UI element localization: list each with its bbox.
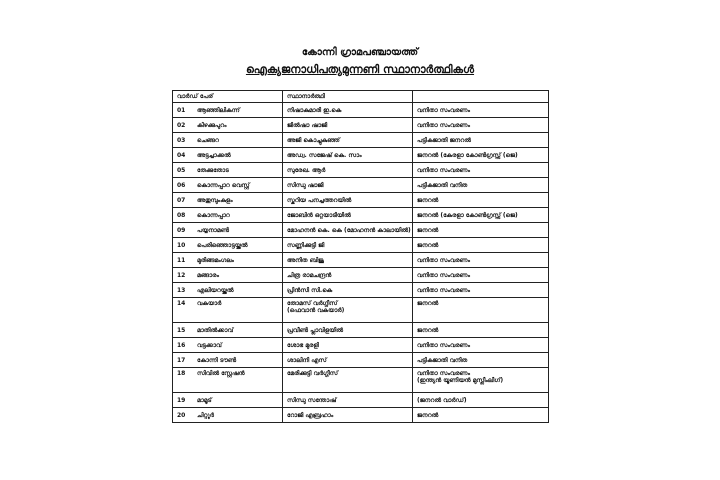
ward-number: 06 (177, 181, 186, 189)
ward-number: 12 (177, 271, 186, 279)
table-row (173, 283, 549, 298)
category-text: വനിതാ സംവരണം (417, 121, 470, 129)
ward-cell (173, 283, 283, 298)
table-header-row (173, 91, 549, 103)
ward-number: 15 (177, 326, 186, 334)
candidate-cell (283, 103, 413, 118)
table-row (173, 223, 549, 238)
candidate-name: സുരേഖ. ആർ (287, 166, 326, 174)
ward-cell (173, 268, 283, 283)
table-row (173, 393, 549, 408)
category-cell (413, 323, 549, 338)
ward-name: മാമൂട് (197, 396, 212, 404)
candidates-table (172, 90, 549, 423)
ward-number: 04 (177, 151, 186, 159)
ward-number: 08 (177, 211, 186, 219)
ward-name: തേക്കുതോട (197, 166, 229, 174)
candidate-name: സ്കറിയ പനച്ചത്തറയിൽ (287, 196, 352, 204)
ward-number: 09 (177, 226, 186, 234)
candidate-name: മോഹനൻ കെ. കെ (മോഹനൻ കാലായിൽ) (287, 226, 411, 234)
ward-name: മാതിൽക്കാവ് (197, 326, 234, 334)
ward-number: 10 (177, 241, 186, 249)
ward-cell (173, 148, 283, 163)
category-cell (413, 208, 549, 223)
candidate-cell (283, 368, 413, 393)
category-cell (413, 163, 549, 178)
candidate-name: തോമസ് വർഗ്ഗീസ് (287, 300, 338, 307)
category-text: വനിതാ സംവരണം (417, 370, 470, 377)
candidate-name: പ്രവീൺ പ്ലാവിളയിൽ (287, 326, 344, 334)
ward-name: പെരിഞ്ഞൊട്ടയ്ക്കൽ (197, 241, 248, 249)
candidate-cell (283, 353, 413, 368)
candidate-name: അഡ്വ. സജേഷ് കെ. സാം (287, 151, 362, 159)
category-text: ജനറൽ (കേരളാ കോൺഗ്രസ്സ് (ജെ) (417, 211, 518, 219)
ward-number: 11 (177, 256, 186, 264)
ward-name: ചെങ്ങറ (197, 136, 219, 144)
ward-cell (173, 193, 283, 208)
ward-number: 18 (177, 370, 186, 377)
candidate-cell (283, 408, 413, 423)
category-cell (413, 118, 549, 133)
table-row (173, 338, 549, 353)
document-subtitle: ഐക്യജനാധിപത്യമുന്നണി സ്ഥാനാർത്ഥികൾ (245, 63, 475, 76)
table-row (173, 118, 549, 133)
category-note: (ഇന്ത്യൻ യൂണിയൻ മുസ്ലീംലീഗ്) (417, 377, 504, 384)
ward-number: 19 (177, 396, 186, 404)
candidate-cell (283, 178, 413, 193)
category-text: പട്ടികജാതി ജനറൽ (417, 136, 471, 144)
ward-name: മുരിങ്ങമംഗലം (197, 256, 234, 264)
category-text: വനിതാ സംവരണം (417, 271, 470, 279)
candidate-name: നിഷാകുമാരി ഇ.കെ (287, 106, 342, 114)
candidate-name: സിന്ധു സന്തോഷ് (287, 396, 337, 404)
table-body (173, 103, 549, 423)
document-title: കോന്നി ഗ്രാമപഞ്ചായത്ത് (301, 47, 419, 58)
ward-name: സിവിൽ സ്റ്റേഷൻ (197, 370, 245, 377)
ward-name: അട്ടച്ചാക്കൽ (197, 151, 231, 159)
category-cell (413, 193, 549, 208)
candidate-cell (283, 223, 413, 238)
ward-number: 03 (177, 136, 186, 144)
candidate-cell (283, 283, 413, 298)
ward-number: 16 (177, 341, 186, 349)
candidate-name: ജോബിൻ ഒറ്റയാടിയിൽ (287, 211, 351, 219)
table-row (173, 178, 549, 193)
candidate-cell (283, 118, 413, 133)
ward-cell (173, 238, 283, 253)
candidate-name: സണ്ണിക്കുട്ടി ജി (287, 241, 325, 249)
category-text: പട്ടികജാതി വനിത (417, 356, 468, 364)
candidate-name: ചിത്ര രാമചന്ദ്രൻ (287, 271, 332, 279)
ward-name: അതുമ്പുംകുളം (197, 196, 233, 204)
ward-cell (173, 208, 283, 223)
table-row (173, 298, 549, 323)
ward-number: 02 (177, 121, 186, 129)
candidate-name: അജി കൊച്ചുകുഞ്ഞ് (287, 136, 340, 144)
candidate-cell (283, 238, 413, 253)
candidate-name: സിന്ധു ഷാജി (287, 181, 324, 189)
table-row (173, 323, 549, 338)
ward-cell (173, 223, 283, 238)
ward-name: കോന്നി ടൗൺ (197, 356, 237, 364)
category-cell (413, 408, 549, 423)
category-cell (413, 103, 549, 118)
category-text: വനിതാ സംവരണം (417, 256, 470, 264)
ward-cell (173, 353, 283, 368)
table-row (173, 408, 549, 423)
ward-cell (173, 298, 283, 323)
ward-name: എലിയറയ്ക്കൽ (197, 286, 234, 294)
category-text: ജനറൽ (417, 196, 439, 204)
candidate-name: പ്രിൻസി സി.കെ (287, 286, 333, 294)
category-cell (413, 223, 549, 238)
ward-name: കൊന്നപ്പാറ വെസ്റ്റ് (197, 181, 250, 189)
category-cell (413, 178, 549, 193)
category-text: ജനറൽ (417, 326, 439, 334)
category-cell (413, 338, 549, 353)
candidate-cell (283, 193, 413, 208)
candidate-cell (283, 338, 413, 353)
ward-cell (173, 393, 283, 408)
ward-cell (173, 368, 283, 393)
candidate-cell (283, 253, 413, 268)
table-row (173, 353, 549, 368)
category-text: ജനറൽ (417, 300, 439, 307)
table-row (173, 268, 549, 283)
table-row (173, 148, 549, 163)
category-text: വനിതാ സംവരണം (417, 166, 470, 174)
candidate-name: മേരിക്കുട്ടി വർഗ്ഗീസ് (287, 370, 339, 377)
ward-cell (173, 253, 283, 268)
category-text: പട്ടികജാതി വനിത (417, 181, 468, 189)
category-text: ജനറൽ (417, 226, 439, 234)
category-cell (413, 253, 549, 268)
candidate-name: ശാലിനി എസ് (287, 356, 327, 364)
candidate-cell (283, 148, 413, 163)
ward-cell (173, 118, 283, 133)
table-row (173, 103, 549, 118)
category-cell (413, 298, 549, 323)
table-row (173, 238, 549, 253)
ward-number: 20 (177, 411, 186, 419)
ward-cell (173, 338, 283, 353)
table-row (173, 133, 549, 148)
category-text: വനിതാ സംവരണം (417, 286, 470, 294)
table-row (173, 208, 549, 223)
category-cell (413, 368, 549, 393)
category-cell (413, 148, 549, 163)
category-text: വനിതാ സംവരണം (417, 341, 470, 349)
candidate-name: ജിൽഷാ ഷാജി (287, 121, 328, 129)
ward-name: ചിറ്റൂർ (197, 411, 214, 419)
ward-cell (173, 178, 283, 193)
candidate-cell (283, 298, 413, 323)
category-cell (413, 133, 549, 148)
category-text: ജനറൽ (417, 411, 439, 419)
ward-name: മങ്ങാരം (197, 271, 219, 279)
category-cell (413, 353, 549, 368)
candidate-cell (283, 268, 413, 283)
category-text: വനിതാ സംവരണം (417, 106, 470, 114)
ward-cell (173, 408, 283, 423)
table-row (173, 163, 549, 178)
ward-name: ആഞ്ഞിലികുന്ന് (197, 106, 240, 114)
category-text: ജനറൽ (417, 241, 439, 249)
category-cell (413, 268, 549, 283)
ward-number: 14 (177, 300, 186, 307)
category-text: ജനറൽ (കേരളാ കോൺഗ്രസ്സ് (ജെ) (417, 151, 518, 159)
ward-cell (173, 323, 283, 338)
ward-number: 17 (177, 356, 186, 364)
candidate-name: ശോഭ മുരളി (287, 341, 319, 349)
candidate-cell (283, 208, 413, 223)
candidate-cell (283, 393, 413, 408)
ward-cell (173, 103, 283, 118)
candidate-cell (283, 323, 413, 338)
candidate-cell (283, 163, 413, 178)
category-text: (ജനറൽ വാർഡ്) (417, 396, 467, 404)
table-row (173, 368, 549, 393)
ward-name: വട്ടക്കാവ് (197, 341, 222, 349)
category-cell (413, 283, 549, 298)
category-cell (413, 238, 549, 253)
candidate-cell (283, 133, 413, 148)
header-ward: വാർഡ് പേര് (173, 91, 283, 103)
table-row (173, 253, 549, 268)
category-cell (413, 393, 549, 408)
ward-name: കിഴക്കുപുറം (197, 121, 227, 129)
ward-number: 07 (177, 196, 186, 204)
header-category (413, 91, 549, 103)
ward-number: 01 (177, 106, 186, 114)
table-row (173, 193, 549, 208)
ward-name: വകയാർ (197, 300, 222, 307)
ward-number: 05 (177, 166, 186, 174)
ward-name: കൊന്നപ്പാറ (197, 211, 230, 219)
ward-number: 13 (177, 286, 186, 294)
candidate-name: റോജി എബ്രഹാം (287, 411, 334, 419)
candidate-note: (ഫെവാൻ വകയാർ) (287, 307, 345, 314)
ward-name: പയ്യനാമൺ (197, 226, 230, 234)
ward-cell (173, 133, 283, 148)
candidate-name: അനിത ബിജു (287, 256, 324, 264)
header-candidate: സ്ഥാനാർത്ഥി (283, 91, 413, 103)
ward-cell (173, 163, 283, 178)
